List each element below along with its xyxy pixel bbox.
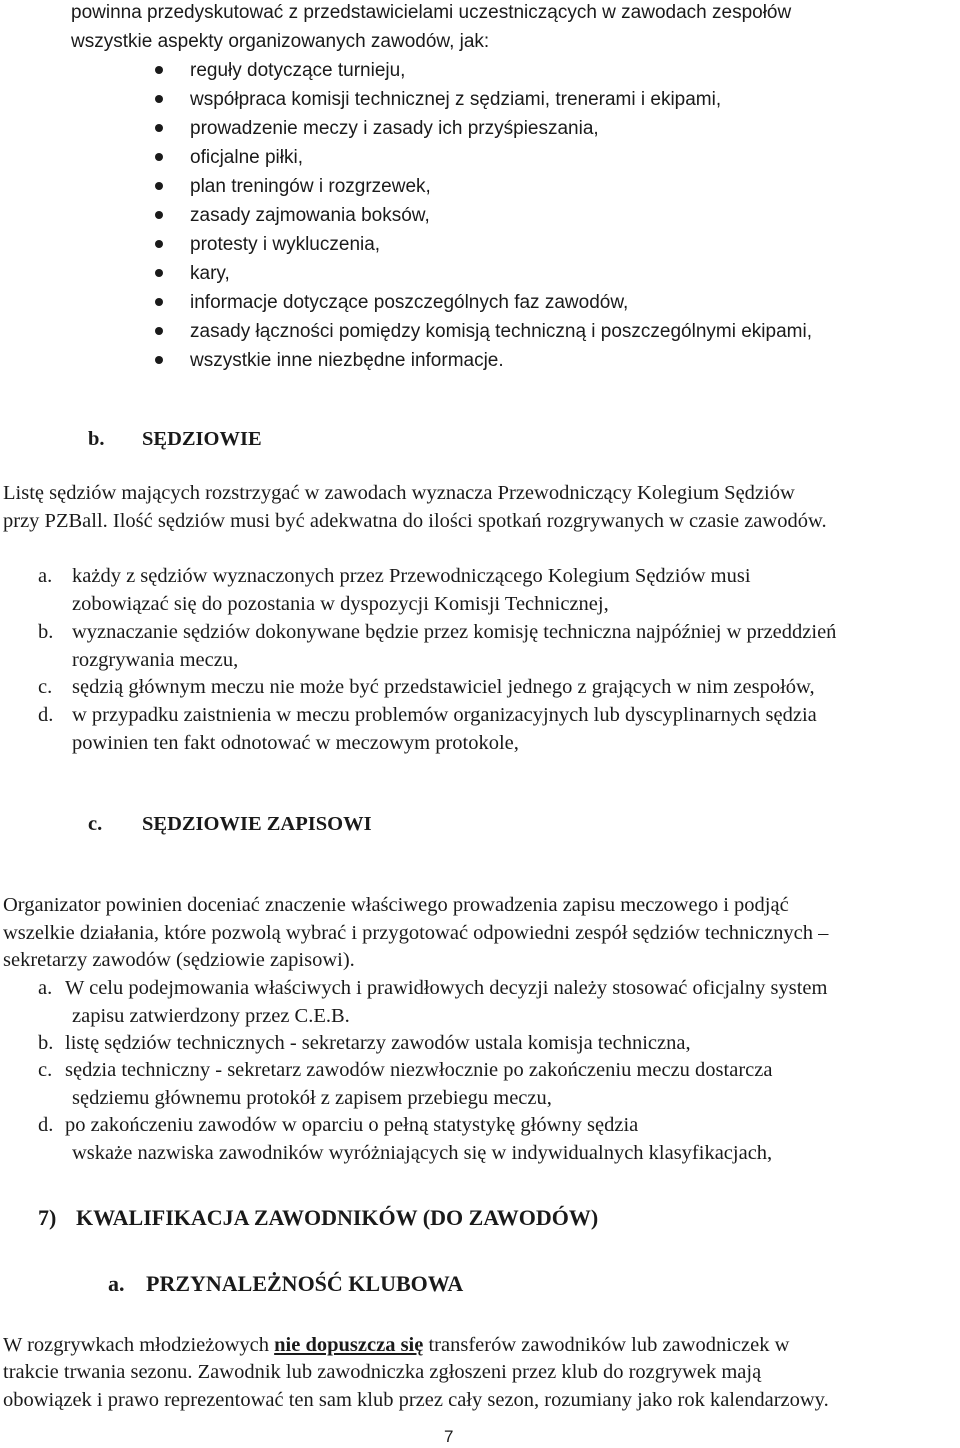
list-item: zasady łączności pomiędzy komisją techniczną i poszczególnymi ekipami, [190, 321, 812, 342]
section-b-para-line-1: Listę sędziów mających rozstrzygać w zawodach wyznacza Przewodniczący Kolegium Sędziów [3, 482, 795, 504]
list-item: po zakończeniu zawodów w oparciu o pełną statystykę główny sędzia [65, 1114, 639, 1136]
section-7a-para-line-3: obowiązek i prawo reprezentować ten sam klub przez cały sezon, rozumiany jako rok kalendarzowy. [3, 1389, 829, 1411]
list-marker: a. [38, 977, 53, 999]
list-item: kary, [190, 263, 230, 284]
bullet-icon [155, 327, 163, 335]
bullet-icon [155, 240, 163, 248]
list-marker: d. [38, 1114, 54, 1136]
section-7-title: KWALIFIKACJA ZAWODNIKÓW (DO ZAWODÓW) [76, 1205, 599, 1230]
list-item: zasady zajmowania boksów, [190, 205, 430, 226]
intro-line-1: powinna przedyskutować z przedstawicielami uczestniczących w zawodach zespołów [71, 2, 792, 23]
para-text: W rozgrywkach młodzieżowych [3, 1334, 275, 1356]
section-7a-title: PRZYNALEŻNOŚĆ KLUBOWA [146, 1271, 464, 1296]
page-number: 7 [444, 1427, 454, 1446]
section-7-marker: 7) [38, 1205, 57, 1230]
list-item: informacje dotyczące poszczególnych faz zawodów, [190, 292, 629, 313]
list-marker: a. [38, 565, 53, 587]
list-item: W celu podejmowania właściwych i prawidłowych decyzji należy stosować oficjalny system [65, 977, 828, 999]
list-marker: c. [38, 1059, 53, 1081]
bullet-icon [155, 124, 163, 132]
list-item: wyznaczanie sędziów dokonywane będzie przez komisję techniczna najpóźniej w przeddzień [72, 621, 837, 643]
section-b-title: SĘDZIOWIE [142, 428, 262, 450]
bullet-icon [155, 95, 163, 103]
section-7a-para-line-1 [3, 1335, 789, 1356]
section-b-marker: b. [88, 428, 105, 450]
section-c-title: SĘDZIOWIE ZAPISOWI [142, 813, 372, 835]
section-c-para-line-1: Organizator powinien doceniać znaczenie właściwego prowadzenia zapisu meczowego i podjąć [3, 894, 789, 916]
list-item: prowadzenie meczy i zasady ich przyśpieszania, [190, 118, 599, 139]
section-7a-marker: a. [108, 1271, 125, 1296]
list-item-continuation: sędziemu głównemu protokół z zapisem przebiegu meczu, [72, 1087, 552, 1109]
list-item-continuation: zapisu zatwierdzony przez C.E.B. [72, 1005, 350, 1027]
section-c-para-line-2: wszelkie działania, które pozwolą wybrać i przygotować odpowiedni zespół sędziów technicznych – [3, 922, 829, 944]
list-item: listę sędziów technicznych - sekretarzy zawodów ustala komisja techniczna, [65, 1032, 691, 1054]
emphasis-text: nie dopuszcza się [274, 1334, 424, 1356]
list-marker: c. [38, 676, 53, 698]
intro-line-2: wszystkie aspekty organizowanych zawodów, jak: [71, 31, 490, 52]
para-text: transferów zawodników lub zawodniczek w [423, 1334, 790, 1356]
list-item-continuation: zobowiązać się do pozostania w dyspozycji Komisji Technicznej, [72, 593, 609, 615]
section-c-para-line-3: sekretarzy zawodów (sędziowie zapisowi). [3, 949, 355, 971]
section-b-para-line-2: przy PZBall. Ilość sędziów musi być adekwatna do ilości spotkań rozgrywanych w czasie zawodów. [3, 510, 827, 532]
list-marker: b. [38, 621, 54, 643]
list-item: w przypadku zaistnienia w meczu problemów organizacyjnych lub dyscyplinarnych sędzia [72, 704, 817, 726]
bullet-icon [155, 356, 163, 364]
list-item-continuation: powinien ten fakt odnotować w meczowym protokole, [72, 732, 519, 754]
bullet-icon [155, 269, 163, 277]
bullet-icon [155, 298, 163, 306]
list-item: reguły dotyczące turnieju, [190, 60, 406, 81]
list-item: współpraca komisji technicznej z sędziami, trenerami i ekipami, [190, 89, 722, 110]
list-item: każdy z sędziów wyznaczonych przez Przewodniczącego Kolegium Sędziów musi [72, 565, 751, 587]
list-item: plan treningów i rozgrzewek, [190, 176, 431, 197]
bullet-icon [155, 153, 163, 161]
list-marker: b. [38, 1032, 54, 1054]
list-item: wszystkie inne niezbędne informacje. [190, 350, 504, 371]
list-marker: d. [38, 704, 54, 726]
bullet-icon [155, 211, 163, 219]
list-item-continuation: wskaże nazwiska zawodników wyróżniających się w indywidualnych klasyfikacjach, [72, 1142, 773, 1164]
list-item: sędzia techniczny - sekretarz zawodów niezwłocznie po zakończeniu meczu dostarcza [65, 1059, 773, 1081]
list-item: protesty i wykluczenia, [190, 234, 381, 255]
list-item-continuation: rozgrywania meczu, [72, 649, 239, 671]
section-c-marker: c. [88, 813, 103, 835]
bullet-icon [155, 182, 163, 190]
list-item: sędzią głównym meczu nie może być przedstawiciel jednego z grających w nim zespołów, [72, 676, 815, 698]
bullet-icon [155, 66, 163, 74]
list-item: oficjalne piłki, [190, 147, 303, 168]
section-7a-para-line-2: trakcie trwania sezonu. Zawodnik lub zawodniczka zgłoszeni przez klub do rozgrywek mają [3, 1361, 762, 1383]
